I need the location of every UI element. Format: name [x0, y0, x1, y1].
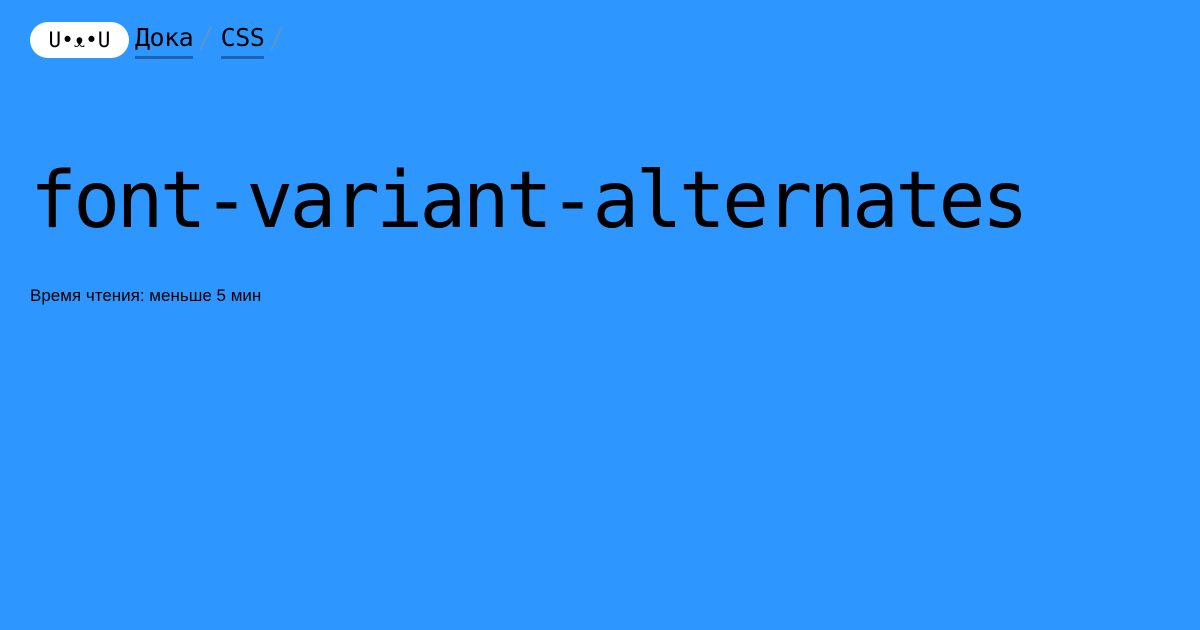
breadcrumb-separator: / [270, 21, 285, 54]
site-header [30, 21, 285, 62]
reading-time: Время чтения: меньше 5 мин [30, 286, 262, 305]
logo-icon: U•ᴥ•U [48, 27, 111, 52]
breadcrumb-separator: / [198, 21, 214, 54]
logo-home-link[interactable] [30, 22, 129, 58]
breadcrumb-doka[interactable]: Дока [135, 22, 193, 59]
page-title: font-variant-alternates [30, 156, 1025, 246]
breadcrumb-css[interactable]: CSS [221, 22, 265, 59]
